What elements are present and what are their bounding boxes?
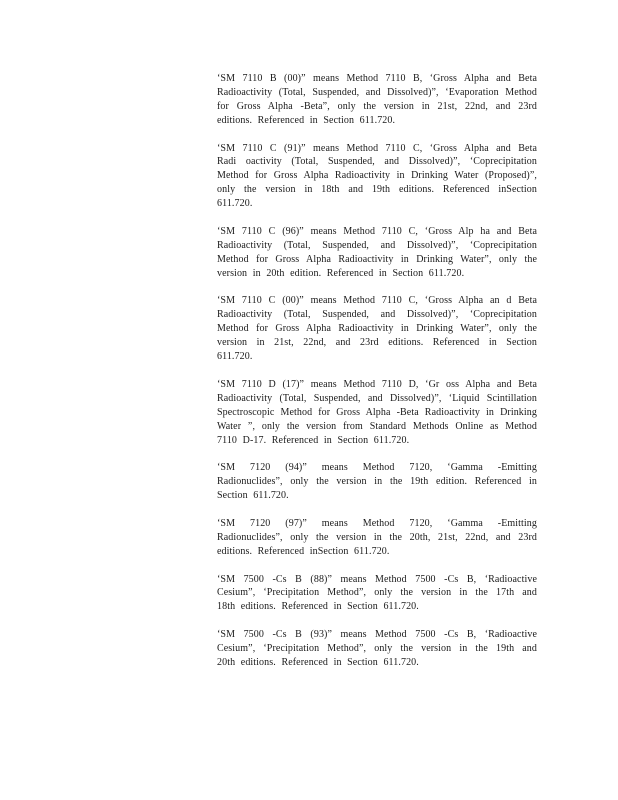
definition-paragraph: ‘SM 7120 (94)” means Method 7120, ‘Gamma -Emitting Radionuclides”, only the version in the 19th edition. Referenced in Section 611.720. [217,462,537,502]
definition-paragraph: ‘SM 7110 D (17)” means Method 7110 D, ‘Gr oss Alpha and Beta Radioactivity (Total, Suspended, and Dissolved)”, ‘Liquid Scintillation Spectroscopic Method for Gross Alpha -Beta Radioactivity in Drinking Water ”, only the version from Standard Methods Online as Method 7110 D-17. Referenced in Section 611.720. [217,378,537,446]
definition-paragraph: ‘SM 7110 C (91)” means Method 7110 C, ‘Gross Alpha and Beta Radi oactivity (Total, Suspended, and Dissolved)”, ‘Coprecipitation Method for Gross Alpha Radioactivity in Drinking Water (Proposed)”, only the version in 18th and 19th editions. Referenced inSection 611.720. [217,142,537,210]
document-body [217,72,537,670]
definition-paragraph: ‘SM 7110 B (00)” means Method 7110 B, ‘Gross Alpha and Beta Radioactivity (Total, Suspended, and Dissolved)”, ‘Evaporation Method for Gross Alpha -Beta”, only the version in 21st, 22nd, and 23rd editions. Referenced in Section 611.720. [217,73,537,126]
definition-paragraph: ‘SM 7110 C (00)” means Method 7110 C, ‘Gross Alpha an d Beta Radioactivity (Total, Suspended, and Dissolved)”, ‘Coprecipitation Method for Gross Alpha Radioactivity in Drinking Water”, only the version in 21st, 22nd, and 23rd editions. Referenced in Section 611.720. [217,295,537,363]
definition-paragraph: ‘SM 7120 (97)” means Method 7120, ‘Gamma -Emitting Radionuclides”, only the version in the 20th, 21st, 22nd, and 23rd editions. Referenced inSection 611.720. [217,517,537,557]
definition-paragraph: ‘SM 7110 C (96)” means Method 7110 C, ‘Gross Alp ha and Beta Radioactivity (Total, Suspended, and Dissolved)”, ‘Coprecipitation Method for Gross Alpha Radioactivity in Drinking Water”, only the version in 20th edition. Referenced in Section 611.720. [217,225,537,279]
definition-paragraph: ‘SM 7500 -Cs B (93)” means Method 7500 -Cs B, ‘Radioactive Cesium”, ‘Precipitation Method”, only the version in the 19th and 20th editions. Referenced in Section 611.720. [217,629,537,668]
definition-paragraph: ‘SM 7500 -Cs B (88)” means Method 7500 -Cs B, ‘Radioactive Cesium”, ‘Precipitation Method”, only the version in the 17th and 18th editions. Referenced in Section 611.720. [217,573,537,613]
